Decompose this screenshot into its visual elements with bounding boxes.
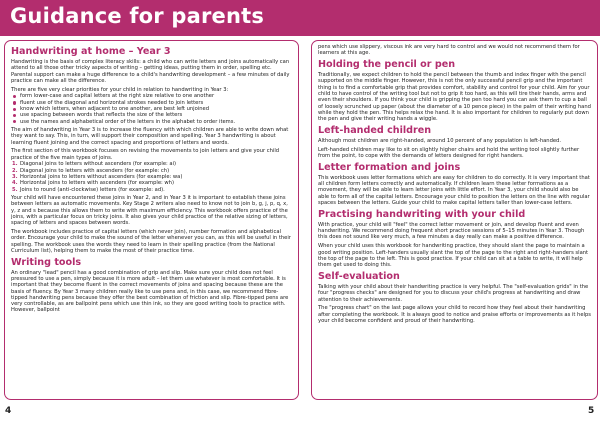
list-item: use spacing between words that reflects the size of the letters bbox=[20, 112, 292, 118]
paragraph: The workbook includes practice of capital letters (which never join), number formation and alphabetical order. Encourage your child to make the sound of the letter whenever you can, as this will be useful in their spelling. The workbook uses the words they need to learn in their spelling practice (from the National Curriculum list), helping them to make the most of their practice time. bbox=[11, 228, 291, 254]
priorities-list bbox=[11, 93, 292, 124]
page-number-left: 4 bbox=[5, 406, 12, 416]
paragraph: When your child uses this workbook for handwriting practice, they should slant the page to maintain a good writing position. Left-handers usually slant the top of the page to the right and right-handers slant the top of the page to the left. This is good practice. If your child can sit at a table to write, it will help them get used to doing this. bbox=[318, 243, 589, 269]
paragraph: The first section of this workbook focuses on revising the movements to join letters and give your child practice of the five main types of joins. bbox=[11, 148, 280, 161]
right-page-panel bbox=[311, 40, 598, 400]
list-number: 1. bbox=[12, 161, 18, 168]
list-item-text: Horizontal joins to letters with ascenders (for example: wh) bbox=[20, 180, 174, 187]
page-number-right: 5 bbox=[588, 406, 595, 416]
left-page-panel bbox=[4, 40, 299, 400]
joins-list bbox=[11, 161, 292, 192]
header-banner bbox=[0, 0, 600, 36]
list-item: use the names and alphabetical order of the letters in the alphabet to order items. bbox=[20, 119, 292, 125]
paragraph: An ordinary "lead" pencil has a good combination of grip and slip. Make sure your child does not feel pressured to use a pen, simply because it is more adult – let them use whatever is most comfortable. It is important that they become fluent in the correct movements of joins and spacing because these are the basis of fluency. By Year 3 many children really like to use pens and, in this case, we recommend fibre-tipped handwriting pens because they offer the best combination of friction and slip. Fibre-tipped pens are very controllable, as are ballpoint pens which use thin ink, so they are good writing tools to practice with. However, ballpoint bbox=[11, 269, 289, 314]
paragraph: Talking with your child about their handwriting practice is very helpful. The "self-evaluation grids" in the four "progress checks" are designed for you to discuss your child's progress at handwriting and draw attention to their achievements. bbox=[318, 283, 589, 303]
section-heading-practising: Practising handwriting with your child bbox=[318, 208, 526, 220]
paragraph: Left-handed children may like to sit on slightly higher chairs and hold the writing tool slightly further from the point, to cope with the demands of letters designed for right handers. bbox=[318, 146, 580, 160]
page-title: Guidance for parents bbox=[10, 4, 265, 28]
list-number: 3. bbox=[12, 174, 18, 181]
list-item bbox=[12, 186, 292, 193]
section-heading-handwriting-at-home: Handwriting at home – Year 3 bbox=[11, 46, 171, 57]
section-heading-writing-tools: Writing tools bbox=[11, 256, 82, 268]
paragraph: Your child will have encountered these joins in Year 2, and in Year 3 it is important to establish these joins between letters as automatic movements. Key Stage 2 writers also need to know not to join b, g, j, p, q, x, y, z and s because this allows them to write with maximum efficiency. This workbook offers practice of the joins, with a particular focus on tricky joins. It also gives your child practice of the relative sizing of letters, spacing of letters and spaces between words. bbox=[11, 194, 288, 227]
section-heading-letter-formation: Letter formation and joins bbox=[318, 161, 461, 173]
list-item-text: Joins to round (anti-clockwise) letters (for example: ad). bbox=[20, 186, 165, 193]
paragraph: With practice, your child will "feel" the correct letter movement or join, and develop fluent and even handwriting. We recommend doing frequent short practice sessions of 5–15 minutes in Year 3. Though this does not sound like very much, a few minutes a day really can make a positive difference. bbox=[318, 221, 585, 241]
paragraph: pens which use slippery, viscous ink are very hard to control and we would not recommend them for learners at this age. bbox=[318, 44, 580, 57]
list-item-text: Horizontal joins to letters without ascenders (for example: wa) bbox=[20, 174, 183, 181]
paragraph: Traditionally, we expect children to hold the pencil between the thumb and index finger with the pencil supported on the middle finger. However, this is not the only successful pencil grip and the important thing is to find a comfortable grip that provides comfort, stability and control for your child. Aim for your child to have control of the writing tool but not to grip it too hard, as this will tire their hands, arms and even their shoulders. If you think your child is gripping the pen too hard you can ask them to cup a ball of loosely scrunched up paper (about the diameter of a 10 pence piece) in the palm of their writing hand while they hold the pen. This helps relax the hand. It is also important for children to regularly put down the pen and give their writing hands a wiggle. bbox=[318, 72, 591, 123]
list-item: know which letters, when adjacent to one another, are best left unjoined bbox=[20, 106, 292, 112]
section-heading-left-handed: Left-handed children bbox=[318, 124, 432, 136]
paragraph: Handwriting is the basis of complex literacy skills: a child who can write letters and joins automatically can attend to all those other tricky aspects of writing – getting ideas, putting them in order, spelling etc. Parental support can make a huge difference to a child's handwriting development – a few minutes of daily practice can make all the difference. bbox=[11, 59, 290, 84]
paragraph: The "progress chart" on the last page allows your child to record how they feel about their handwriting after completing the workbook. It is always good to notice and praise efforts or improvements as it helps your child become confident and proud of their handwriting. bbox=[318, 305, 591, 324]
list-number: 5. bbox=[12, 186, 18, 193]
list-item-text: Diagonal joins to letters with ascenders (for example: ch) bbox=[20, 167, 170, 174]
list-item: form lower-case and capital letters at the right size relative to one another bbox=[20, 93, 292, 99]
paragraph: There are five very clear priorities for your child in relation to handwriting in Year 3: bbox=[11, 86, 229, 93]
list-number: 4. bbox=[12, 180, 18, 187]
section-heading-self-evaluation: Self-evaluation bbox=[318, 270, 400, 282]
list-number: 2. bbox=[12, 167, 18, 174]
paragraph: The aim of handwriting in Year 3 is to increase the fluency with which children are able to write down what they want to say. This, in turn, will support their composition and spelling. Year 3 handwriting is about learning fluent joining and the correct spacing and proportions of letters and words. bbox=[11, 126, 289, 146]
paragraph: Although most children are right-handed, around 10 percent of any population is left-handed. bbox=[318, 137, 561, 144]
section-heading-holding-pencil: Holding the pencil or pen bbox=[318, 59, 456, 71]
list-item: fluent use of the diagonal and horizontal strokes needed to join letters bbox=[20, 100, 292, 106]
paragraph: This workbook uses letter formations which are easy for children to do correctly. It is very important that all children form letters correctly and automatically. If children learn these letter formations as a movement, they will be able to learn letter joins with little effort. In Year 3, your child should also be able to form all of the capital letters. Encourage your child to position the letters on the line with regular spaces between the letters. Guide your child to make capital letters taller than lower-case letters. bbox=[318, 174, 590, 207]
list-item-text: Diagonal joins to letters without ascenders (for example: ai) bbox=[20, 161, 177, 168]
